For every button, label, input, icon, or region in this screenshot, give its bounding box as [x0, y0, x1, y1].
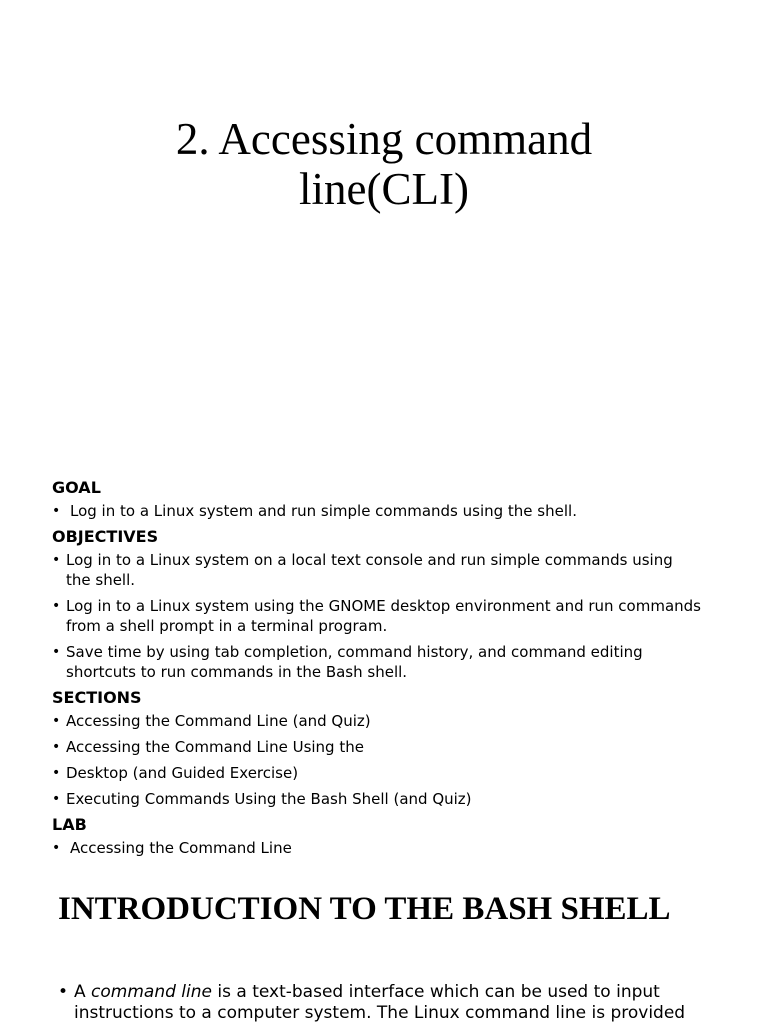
- intro-title: INTRODUCTION TO THE BASH SHELL: [58, 891, 671, 927]
- objectives-heading: OBJECTIVES: [52, 527, 159, 546]
- intro-bullet-prefix: A: [74, 982, 92, 1002]
- intro-content: [58, 982, 708, 1024]
- section-item: • Desktop (and Guided Exercise): [52, 763, 702, 783]
- sections-list: [52, 711, 702, 809]
- slide-title: [60, 114, 708, 214]
- section-item: • Executing Commands Using the Bash Shell (and Quiz): [52, 789, 702, 809]
- title-slide: [0, 0, 768, 460]
- goal-list: [52, 501, 702, 521]
- sections-heading: SECTIONS: [52, 688, 142, 707]
- goal-heading: GOAL: [52, 478, 101, 497]
- lab-list: [52, 838, 702, 858]
- intro-bullet-rest: is a text-based interface which can be used to input instructions to a computer system. The Linux command line is provided: [74, 982, 686, 1023]
- slide-title-line-1: 2. Accessing command: [175, 114, 593, 164]
- intro-slide: [0, 880, 768, 1024]
- section-item: • Accessing the Command Line Using the: [52, 737, 702, 757]
- objective-item: • Save time by using tab completion, command history, and command editing shortcuts to run commands in the Bash shell.: [52, 642, 702, 682]
- intro-bullet: [58, 982, 708, 1024]
- overview-content: [52, 478, 702, 864]
- intro-bullet-emphasis: command line: [91, 982, 212, 1002]
- lab-item: • Accessing the Command Line: [52, 838, 702, 858]
- goal-item: • Log in to a Linux system and run simple commands using the shell.: [52, 501, 702, 521]
- lab-heading: LAB: [52, 815, 87, 834]
- objectives-list: [52, 550, 702, 682]
- objective-item: • Log in to a Linux system using the GNOME desktop environment and run commands from a shell prompt in a terminal program.: [52, 596, 702, 636]
- objective-item: • Log in to a Linux system on a local text console and run simple commands using the shell.: [52, 550, 702, 590]
- section-item: • Accessing the Command Line (and Quiz): [52, 711, 702, 731]
- slide-title-line-2: line(CLI): [299, 164, 469, 214]
- overview-slide: [0, 460, 768, 880]
